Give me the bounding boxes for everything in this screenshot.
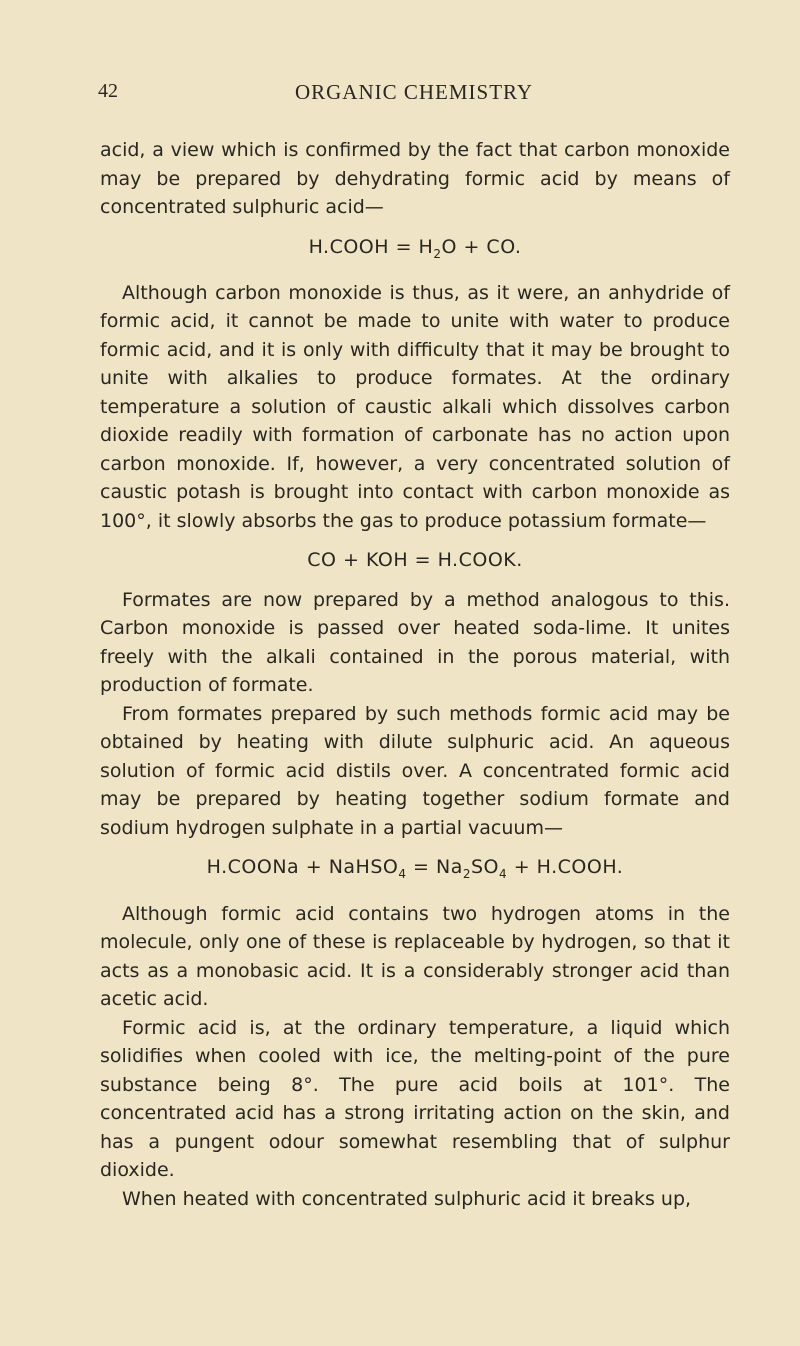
- paragraph-2: Although carbon monoxide is thus, as it were, an anhydride of formic acid, it cannot be made to unite with water to produce formic acid, and it is only with difficulty that it may be brought to unite with alkalies to produce formates. At the ordinary temperature a solution of caustic alkali which dissolves carbon dioxide readily with formation of carbonate has no action upon carbon monoxide. If, however, a very concentrated solution of caustic potash is brought into contact with carbon monoxide as 100°, it slowly absorbs the gas to produce potassium formate—: [100, 281, 730, 532]
- paragraph-5: Although formic acid contains two hydrogen atoms in the molecule, only one of these is replaceable by hydrogen, so that it acts as a monobasic acid. It is a considerably stronger acid than acetic acid.: [100, 902, 730, 1011]
- page-header: [98, 80, 730, 110]
- equation-sodium-formate: H.COONa + NaHSO$_4$ = $Na_2SO_4$ + H.COOH.: [206, 856, 624, 882]
- equation-dehydration: H.COOH = $H_2O$ + CO.: [308, 235, 522, 261]
- page-number: 42: [98, 80, 118, 102]
- page-body: [100, 136, 730, 1213]
- paragraph-4: From formates prepared by such methods formic acid may be obtained by heating with dilute sulphuric acid. An aqueous solution of formic acid distils over. A concentrated formic acid may be prepared by heating together sodium formate and sodium hydrogen sulphate in a partial vacuum—: [100, 702, 730, 839]
- paragraph-6: Formic acid is, at the ordinary temperature, a liquid which solidifies when cooled with ice, the melting-point of the pure substance being 8°. The pure acid boils at 101°. The concentrated acid has a strong irritating action on the skin, and has a pungent odour somewhat resembling that of sulphur dioxide.: [100, 1016, 730, 1182]
- paragraph-3: Formates are now prepared by a method analogous to this. Carbon monoxide is passed over heated soda-lime. It unites freely with the alkali contained in the porous material, with production of formate.: [100, 588, 730, 697]
- equation-potassium-formate: CO + KOH = H.COOK.: [307, 549, 523, 572]
- running-title: ORGANIC CHEMISTRY: [294, 80, 534, 104]
- paragraph-7: When heated with concentrated sulphuric acid it breaks up,: [122, 1187, 692, 1210]
- paragraph-1: acid, a view which is confirmed by the fact that carbon monoxide may be prepared by dehydrating formic acid by means of concentrated sulphuric acid—: [100, 139, 730, 218]
